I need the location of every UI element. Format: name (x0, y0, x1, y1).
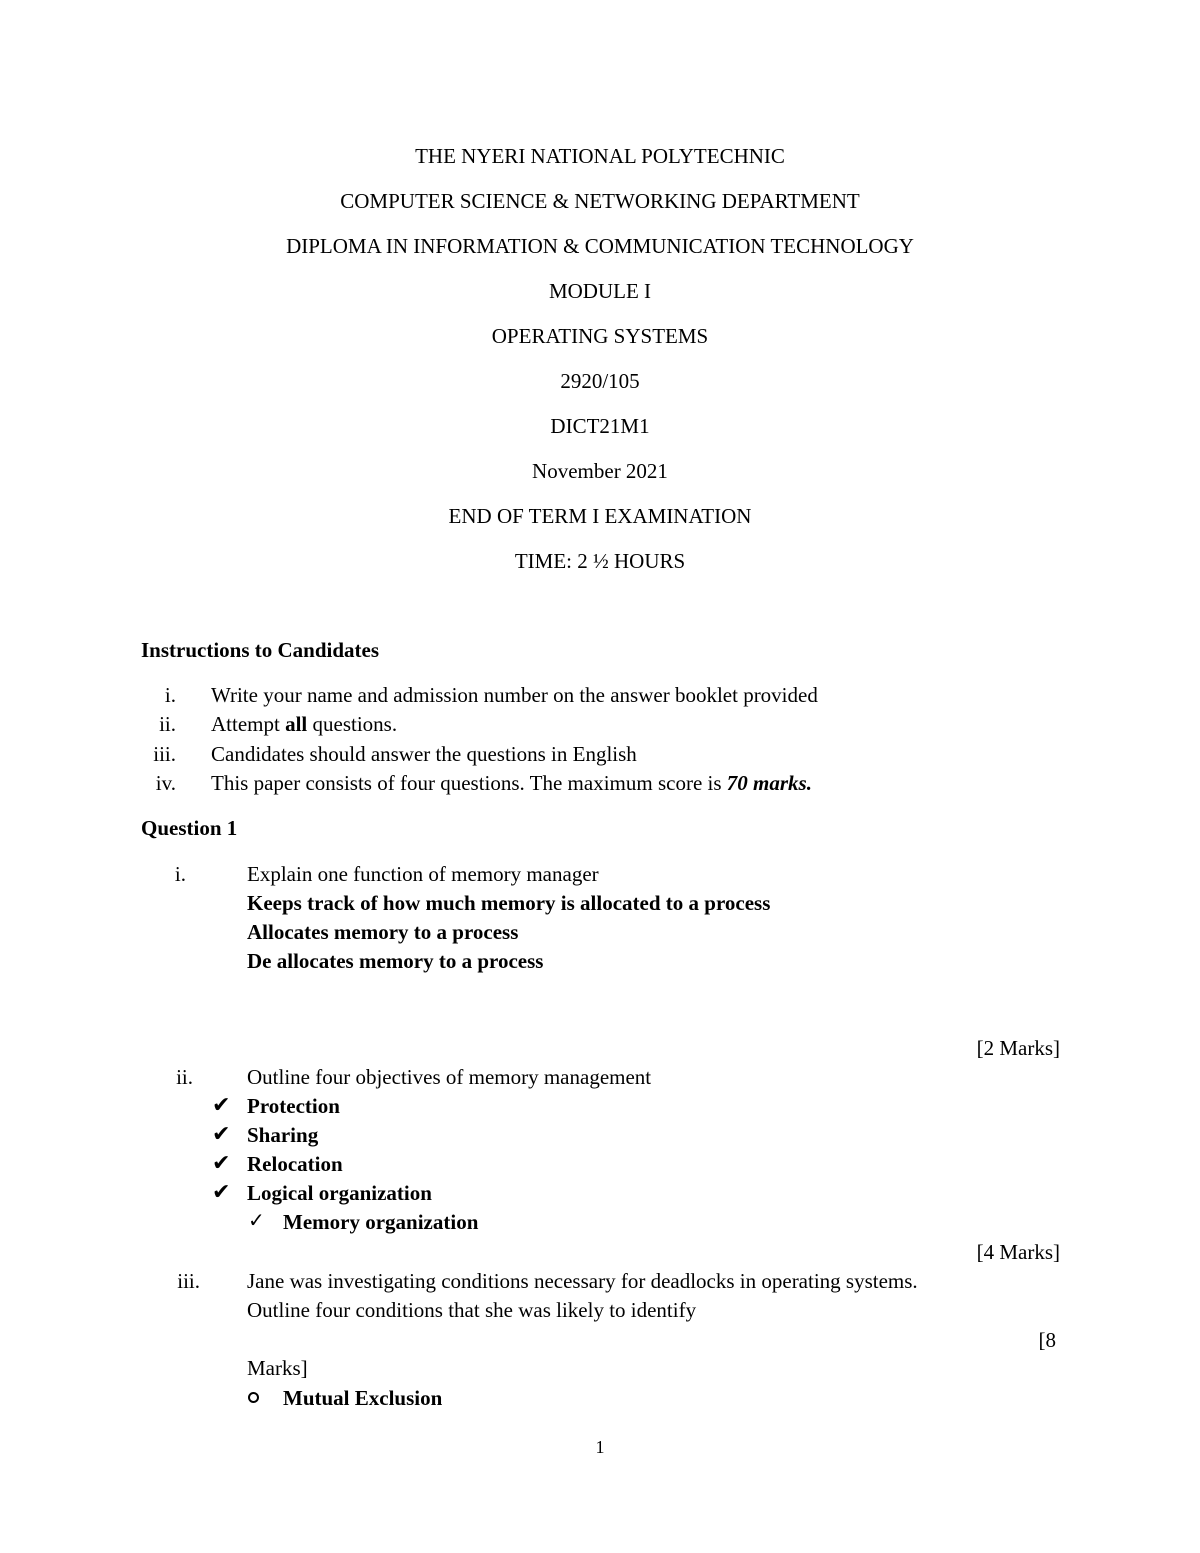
part-number: i. (174, 862, 186, 886)
exam-date: November 2021 (532, 459, 668, 483)
question-text: Jane was investigating conditions necessary for deadlocks in operating systems. (247, 1269, 918, 1293)
question-text: Explain one function of memory manager (247, 862, 599, 886)
instruction-number: iv. (155, 771, 176, 795)
answer-sub-item: Memory organization (283, 1210, 479, 1234)
answer-item: Protection (247, 1094, 340, 1118)
instruction-number: ii. (159, 712, 176, 736)
check-icon: ✔ (212, 1150, 231, 1175)
instruction-text: Attempt all questions. (211, 712, 398, 736)
module-label: MODULE I (548, 279, 652, 303)
exam-time: TIME: 2 ½ HOURS (514, 549, 686, 573)
answer-line: De allocates memory to a process (247, 949, 544, 973)
question-text: Outline four conditions that she was likely to identify (247, 1298, 697, 1322)
instruction-number: i. (164, 683, 176, 707)
exam-title: END OF TERM I EXAMINATION (448, 504, 752, 528)
marks-label: [8 (1038, 1328, 1056, 1352)
answer-line: Keeps track of how much memory is allocated to a process (247, 891, 771, 915)
part-number: iii. (177, 1269, 200, 1293)
question-text: Outline four objectives of memory management (247, 1065, 652, 1089)
instruction-text: This paper consists of four questions. The maximum score is 70 marks. (211, 771, 812, 795)
instruction-number: iii. (153, 742, 176, 766)
marks-label: Marks] (247, 1356, 308, 1380)
circle-bullet-icon (248, 1392, 259, 1403)
instruction-text: Write your name and admission number on the answer booklet provided (211, 683, 818, 707)
answer-item: Sharing (247, 1123, 319, 1147)
programme-name: DIPLOMA IN INFORMATION & COMMUNICATION TECHNOLOGY (286, 234, 914, 258)
check-icon: ✔ (212, 1179, 231, 1204)
part-number: ii. (176, 1065, 193, 1089)
subject-title: OPERATING SYSTEMS (491, 324, 709, 348)
question-heading: Question 1 (141, 816, 238, 840)
paper-code: 2920/105 (560, 369, 640, 393)
answer-line: Allocates memory to a process (247, 920, 519, 944)
check-icon: ✔ (212, 1121, 231, 1146)
department-name: COMPUTER SCIENCE & NETWORKING DEPARTMENT (340, 189, 860, 213)
answer-item: Mutual Exclusion (283, 1386, 443, 1410)
institution-name: THE NYERI NATIONAL POLYTECHNIC (415, 144, 785, 168)
answer-item: Relocation (247, 1152, 343, 1176)
instruction-text: Candidates should answer the questions in English (211, 742, 637, 766)
answer-item: Logical organization (247, 1181, 432, 1205)
marks-label: [2 Marks] (976, 1036, 1060, 1060)
class-code: DICT21M1 (550, 414, 650, 438)
instructions-heading: Instructions to Candidates (141, 638, 380, 662)
check-icon: ✓ (248, 1210, 265, 1232)
marks-label: [4 Marks] (976, 1240, 1060, 1264)
page-number: 1 (595, 1437, 605, 1457)
check-icon: ✔ (212, 1092, 231, 1117)
